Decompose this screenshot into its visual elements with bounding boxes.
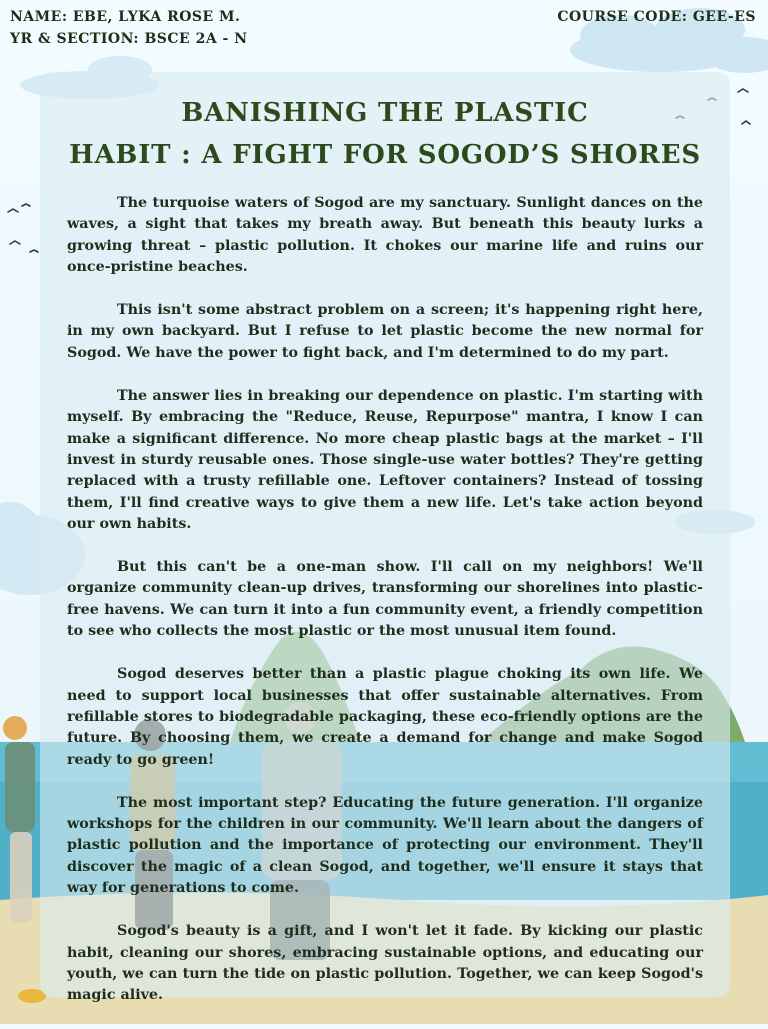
student-name: NAME: EBE, LYKA ROSE M. — [10, 9, 241, 25]
essay-paragraph: Sogod deserves better than a plastic plague choking its own life. We need to support local businesses that offer sustainable alternatives. From refillable stores to biodegradable packaging, these eco-friendly options are the future. By choosing them, we create a demand for change and make Sogod ready to go green! — [67, 666, 703, 768]
essay-paragraph: Sogod's beauty is a gift, and I won't let it fade. By kicking our plastic habit, cleaning our shores, embracing sustainable options, and educating our youth, we can turn the tide on plastic pollution. Together, we can keep Sogod's magic alive. — [67, 923, 703, 1004]
course-code: COURSE CODE: GEE-ES — [557, 9, 756, 25]
student-info — [10, 6, 248, 50]
essay-paragraph: The most important step? Educating the future generation. I'll organize workshops for the children in our community. We'll learn about the dangers of plastic pollution and the importance of protecting our environment. They'll discover the magic of a clean Sogod, and together, we'll ensure it stays that way for generations to come. — [67, 794, 703, 897]
essay-paragraph: The turquoise waters of Sogod are my sanctuary. Sunlight dances on the waves, a sight that takes my breath away. But beneath this beauty lurks a growing threat – plastic pollution. It chokes our marine life and ruins our once-pristine beaches. — [67, 195, 703, 275]
essay-title — [40, 92, 730, 176]
essay-body — [67, 193, 703, 1029]
essay-paragraph: This isn't some abstract problem on a screen; it's happening right here, in my own backyard. But I refuse to let plastic become the new normal for Sogod. We have the power to fight back, and I'm determined to do my part. — [67, 302, 703, 361]
essay-paragraph: The answer lies in breaking our dependence on plastic. I'm starting with myself. By embracing the "Reduce, Reuse, Repurpose" mantra, I know I can make a significant difference. No more cheap plastic bags at the market – I'll invest in sturdy reusable ones. Those single-use water bottles? They're getting replaced with a trusty refillable one. Leftover containers? Instead of tossing them, I'll find creative ways to give them a new life. Let's take action beyond our own habits. — [67, 388, 703, 532]
title-line-1: BANISHING THE PLASTIC — [181, 98, 589, 128]
essay-paragraph: But this can't be a one-man show. I'll call on my neighbors! We'll organize community clean-up drives, transforming our shorelines into plastic-free havens. We can turn it into a fun community event, a friendly competition to see who collects the most plastic or the most unusual item found. — [67, 559, 703, 640]
title-line-2: HABIT : A FIGHT FOR SOGOD’S SHORES — [69, 140, 701, 170]
year-section: YR & SECTION: BSCE 2A - N — [10, 31, 248, 47]
